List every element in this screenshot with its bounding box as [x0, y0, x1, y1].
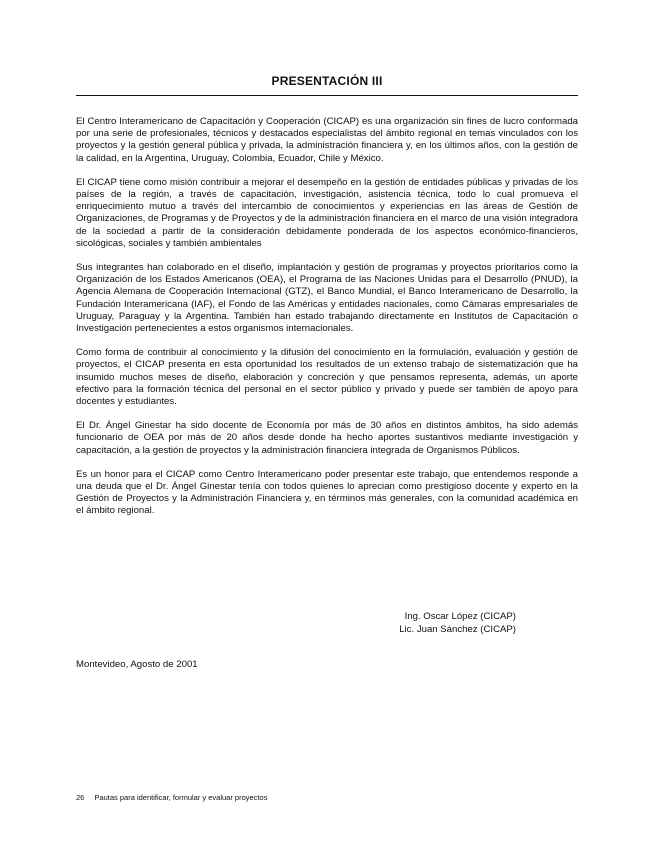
paragraph-mission: El CICAP tiene como misión contribuir a mejorar el desempeño en la gestión de entidades públicas y privadas de los países de la región, a través de capacitación, investigación, asistencia técnica, todo lo cual promueva el enriquecimiento mutuo a través del intercambio de conocimientos y experiencias en las áreas de Gestión de Organizaciones, de Programas y de Proyectos y de la administración financiera en el marco de una visión integradora de la sociedad a partir de la consideración debidamente ponderada de los aspectos económico-financieros, sicológicas, sociales y también ambientales: [76, 176, 578, 249]
paragraph-intro: El Centro Interamericano de Capacitación y Cooperación (CICAP) es una organización sin fines de lucro conformada por una serie de profesionales, técnicos y destacados especialistas del ámbito regional en temas vinculados con los proyectos y la gestión general pública y privada, la administración financiera y, en los últimos años, con la gestión de la calidad, en la Argentina, Uruguay, Colombia, Ecuador, Chile y México.: [76, 116, 578, 164]
signature-line: Lic. Juan Sánchez (CICAP): [399, 624, 516, 635]
paragraph-closing: Es un honor para el CICAP como Centro Interamericano poder presentar este trabajo, que entendemos responde a una deuda que el Dr. Ángel Ginestar tenía con todos quienes lo aprecian como prestigioso docente y experto en la Gestión de Proyectos y la Administración Financiera y, en términos más generales, con la comunidad académica en el ámbito regional.: [76, 468, 578, 517]
paragraph-members: Sus integrantes han colaborado en el diseño, implantación y gestión de programas y proyectos prioritarios como la Organización de los Estados Americanos (OEA), el Programa de las Naciones Unidas para el Desarrollo (PNUD), la Agencia Alemana de Cooperación Internacional (GTZ), el Banco Mundial, el Banco Interamericano de Desarrollo, la Fundación Interamericana (IAF), el Fondo de las Américas y entidades nacionales, como Cámaras empresariales de Uruguay, Paraguay y la Argentina. También han estado trabajando directamente en Institutos de Capacitación o Investigación pertenecientes a estos organismos internacionales.: [76, 262, 578, 335]
page-title: PRESENTACIÓN III: [271, 74, 383, 88]
title-underline-rule: [76, 95, 578, 96]
footer-book-title: Pautas para identificar, formular y evaluar proyectos: [94, 793, 268, 802]
paragraph-contribution: Como forma de contribuir al conocimiento y la difusión del conocimiento en la formulación, evaluación y gestión de proyectos, el CICAP presenta en esta oportunidad los resultados de un extenso trabajo de sistematización que ha insumido muchos meses de diseño, elaboración y concreción y que pensamos representa, además, un aporte efectivo para la formación técnica del personal en el sector público y privado y puede ser también de apoyo para docentes y estudiantes.: [76, 347, 578, 408]
signature-line: Ing. Oscar López (CICAP): [404, 611, 516, 622]
body-text: [76, 116, 578, 530]
place-date: Montevideo, Agosto de 2001: [76, 659, 198, 670]
page-number: 26: [76, 793, 85, 802]
page-footer: [76, 793, 267, 802]
signature-block: [330, 610, 516, 636]
paragraph-author: El Dr. Ángel Ginestar ha sido docente de Economía por más de 30 años en distintos ámbitos, ha sido además funcionario de OEA por más de 20 años desde donde ha hecho aportes sustantivos mediante investigación y capacitación, a la gestión de proyectos y la administración financiera integrada de Organismos Públicos.: [76, 420, 578, 456]
